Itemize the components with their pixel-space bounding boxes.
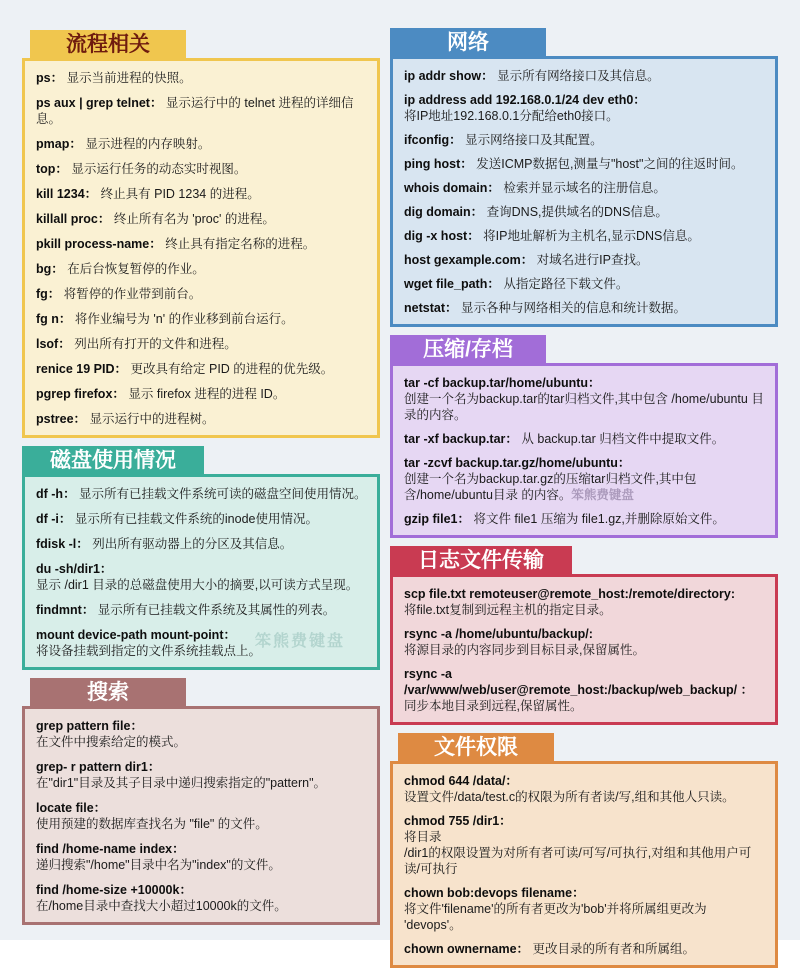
command-entry	[36, 411, 368, 427]
section-title-log-file-transfer: 日志文件传输	[390, 546, 572, 576]
command-text: rsync -a /var/www/web/user@remote_host:/backup/web_backup/ ：	[404, 667, 754, 697]
command-entry	[404, 228, 766, 244]
command-line: tar -xf backup.tar： 从 backup.tar 归档文件中提取文件。	[404, 432, 725, 446]
command-line	[36, 882, 368, 898]
section-title-disk-usage: 磁盘使用情况	[22, 446, 204, 476]
command-line: gzip file1： 将文件 file1 压缩为 file1.gz,并删除原始文件。	[404, 512, 725, 526]
command-text: bg：	[36, 262, 64, 276]
command-text: lsof：	[36, 337, 71, 351]
command-line: ifconfig： 显示网络接口及其配置。	[404, 133, 603, 147]
section-body-search	[22, 706, 380, 925]
command-line: host gexample.com： 对域名进行IP查找。	[404, 253, 649, 267]
command-text: fdisk -l：	[36, 537, 89, 551]
command-line	[36, 718, 368, 734]
command-line: dig domain： 查询DNS,提供域名的DNS信息。	[404, 205, 668, 219]
command-text: ping host：	[404, 157, 473, 171]
command-text: chmod 644 /data/：	[404, 774, 518, 788]
command-line: ps： 显示当前进程的快照。	[36, 71, 192, 85]
command-text: pmap：	[36, 137, 82, 151]
command-line: ps aux | grep telnet： 显示运行中的 telnet 进程的详细信息。	[36, 96, 354, 126]
command-line	[404, 666, 766, 698]
watermark-text: 笨熊费键盘	[571, 488, 634, 502]
command-text: rsync -a /home/ubuntu/backup/:	[404, 627, 593, 641]
right-column	[390, 0, 778, 976]
command-line	[404, 813, 766, 829]
command-description: 在/home目录中查找大小超过10000k的文件。	[36, 899, 287, 913]
command-line	[404, 455, 766, 471]
section-log-file-transfer	[390, 546, 778, 725]
command-text: ifconfig：	[404, 133, 462, 147]
command-line: renice 19 PID： 更改具有给定 PID 的进程的优先级。	[36, 362, 334, 376]
watermark-text: 笨熊费键盘	[254, 633, 345, 650]
command-entry	[404, 455, 766, 503]
command-text: du -sh/dir1：	[36, 562, 113, 576]
section-title-compression-archive: 压缩/存档	[390, 335, 546, 365]
section-body-file-permissions	[390, 761, 778, 968]
command-description: 在"dir1"目录及其子目录中递归搜索指定的"pattern"。	[36, 776, 327, 790]
command-entry	[404, 68, 766, 84]
command-entry	[36, 882, 368, 914]
section-title-process: 流程相关	[30, 30, 186, 60]
command-description: 将源目录的内容同步到目标目录,保留属性。	[404, 643, 645, 657]
section-body-log-file-transfer	[390, 574, 778, 725]
section-title-search: 搜索	[30, 678, 186, 708]
left-column	[22, 0, 380, 933]
command-line: wget file_path： 从指定路径下载文件。	[404, 277, 629, 291]
command-text: pkill process-name：	[36, 237, 162, 251]
command-description: 将IP地址192.168.0.1分配给eth0接口。	[404, 109, 619, 123]
command-text: netstat：	[404, 301, 458, 315]
section-body-network	[390, 56, 778, 327]
command-line: bg： 在后台恢复暂停的作业。	[36, 262, 205, 276]
command-entry	[36, 602, 368, 618]
command-line: df -h： 显示所有已挂载文件系统可读的磁盘空间使用情况。	[36, 487, 367, 501]
command-entry	[36, 161, 368, 177]
command-entry	[404, 511, 766, 527]
section-compression-archive	[390, 335, 778, 538]
command-line	[36, 841, 368, 857]
command-text: ip addr show：	[404, 69, 494, 83]
command-entry	[404, 252, 766, 268]
command-line: pkill process-name： 终止具有指定名称的进程。	[36, 237, 316, 251]
command-text: mount device-path mount-point：	[36, 628, 236, 642]
command-line: kill 1234： 终止具有 PID 1234 的进程。	[36, 187, 260, 201]
command-entry	[404, 941, 766, 957]
section-disk-usage	[22, 446, 380, 670]
command-entry	[404, 431, 766, 447]
command-entry	[36, 336, 368, 352]
command-entry	[36, 536, 368, 552]
command-entry	[404, 92, 766, 124]
command-line	[404, 626, 766, 642]
command-entry	[404, 666, 766, 714]
command-line	[36, 561, 368, 577]
command-line: dig -x host： 将IP地址解析为主机名,显示DNS信息。	[404, 229, 700, 243]
command-text: host gexample.com：	[404, 253, 534, 267]
command-line: pstree： 显示运行中的进程树。	[36, 412, 215, 426]
command-entry	[404, 180, 766, 196]
command-description: /dir1的权限设置为对所有者可读/可写/可执行,对组和其他用户可读/可执行	[404, 846, 752, 876]
command-text: df -i：	[36, 512, 72, 526]
section-body-process	[22, 58, 380, 438]
command-line	[404, 375, 766, 391]
command-description: 设置文件/data/test.c的权限为所有者读/写,组和其他人只读。	[404, 790, 735, 804]
command-text: whois domain：	[404, 181, 500, 195]
command-line: lsof： 列出所有打开的文件和进程。	[36, 337, 237, 351]
command-entry	[36, 211, 368, 227]
command-description: 递归搜索"/home"目录中名为"index"的文件。	[36, 858, 281, 872]
command-line: ip addr show： 显示所有网络接口及其信息。	[404, 69, 660, 83]
command-text: ps：	[36, 71, 64, 85]
command-description: 显示 /dir1 目录的总磁盘使用大小的摘要,以可读方式呈现。	[36, 578, 359, 592]
command-entry	[404, 885, 766, 933]
command-text: df -h：	[36, 487, 76, 501]
command-line: df -i： 显示所有已挂载文件系统的inode使用情况。	[36, 512, 318, 526]
command-entry	[36, 841, 368, 873]
section-search	[22, 678, 380, 925]
section-title-network: 网络	[390, 28, 546, 58]
command-entry	[36, 718, 368, 750]
command-text: top：	[36, 162, 68, 176]
command-line: fdisk -l： 列出所有驱动器上的分区及其信息。	[36, 537, 293, 551]
command-line: netstat： 显示各种与网络相关的信息和统计数据。	[404, 301, 686, 315]
command-entry	[404, 132, 766, 148]
command-text: grep pattern file：	[36, 719, 143, 733]
command-entry	[36, 286, 368, 302]
command-line: killall proc： 终止所有名为 'proc' 的进程。	[36, 212, 275, 226]
command-entry	[36, 800, 368, 832]
command-entry	[404, 773, 766, 805]
command-description: 将file.txt复制到远程主机的指定目录。	[404, 603, 612, 617]
command-entry	[36, 236, 368, 252]
command-line: whois domain： 检索并显示域名的注册信息。	[404, 181, 666, 195]
command-text: gzip file1：	[404, 512, 470, 526]
command-text: tar -zcvf backup.tar.gz/home/ubuntu：	[404, 456, 631, 470]
command-description: 使用预建的数据库查找名为 "file" 的文件。	[36, 817, 268, 831]
command-line: fg： 将暂停的作业带到前台。	[36, 287, 202, 301]
command-line: fg n： 将作业编号为 'n' 的作业移到前台运行。	[36, 312, 294, 326]
command-text: fg：	[36, 287, 61, 301]
section-network	[390, 28, 778, 327]
command-text: renice 19 PID：	[36, 362, 128, 376]
command-text: chmod 755 /dir1：	[404, 814, 512, 828]
command-entry	[36, 136, 368, 152]
command-entry	[36, 95, 368, 127]
command-entry	[404, 156, 766, 172]
command-text: kill 1234：	[36, 187, 98, 201]
command-description: 在文件中搜索给定的模式。	[36, 735, 187, 749]
command-description: 将文件'filename'的所有者更改为'bob'并将所属组更改为 'devops'。	[404, 902, 707, 932]
command-entry	[36, 511, 368, 527]
command-entry	[404, 813, 766, 877]
command-text: locate file：	[36, 801, 107, 815]
command-text: fg n：	[36, 312, 72, 326]
command-entry	[404, 626, 766, 658]
command-description: 创建一个名为backup.tar的tar归档文件,其中包含 /home/ubuntu 目录的内容。	[404, 392, 764, 422]
command-text: ps aux | grep telnet：	[36, 96, 163, 110]
command-text: chown bob:devops filename：	[404, 886, 585, 900]
section-body-disk-usage	[22, 474, 380, 670]
command-line	[404, 885, 766, 901]
command-line: findmnt： 显示所有已挂载文件系统及其属性的列表。	[36, 603, 336, 617]
command-text: find /home-name index：	[36, 842, 185, 856]
command-text: scp file.txt remoteuser@remote_host:/remote/directory:	[404, 587, 736, 601]
command-description: 创建一个名为backup.tar.gz的压缩tar归档文件,其中包含/home/ubuntu目录 的内容。笨熊费键盘	[404, 472, 697, 502]
command-text: dig -x host：	[404, 229, 480, 243]
command-text: ip address add 192.168.0.1/24 dev eth0：	[404, 93, 646, 107]
command-text: findmnt：	[36, 603, 95, 617]
command-entry	[404, 204, 766, 220]
command-line	[404, 773, 766, 789]
command-text: grep- r pattern dir1：	[36, 760, 161, 774]
command-entry	[36, 70, 368, 86]
command-line: pgrep firefox： 显示 firefox 进程的进程 ID。	[36, 387, 286, 401]
command-entry	[36, 561, 368, 593]
command-text: pstree：	[36, 412, 87, 426]
command-entry	[36, 486, 368, 502]
command-line	[404, 92, 766, 108]
command-entry	[36, 759, 368, 791]
command-line	[36, 627, 368, 643]
command-entry	[36, 627, 368, 659]
command-description: 将设备挂载到指定的文件系统挂载点上。	[36, 644, 262, 658]
command-entry	[36, 361, 368, 377]
section-title-file-permissions: 文件权限	[398, 733, 554, 763]
section-file-permissions	[390, 733, 778, 968]
command-entry	[36, 311, 368, 327]
command-entry	[404, 586, 766, 618]
command-entry	[404, 300, 766, 316]
section-process	[22, 30, 380, 438]
command-text: killall proc：	[36, 212, 111, 226]
command-entry	[404, 375, 766, 423]
command-entry	[404, 276, 766, 292]
command-text: wget file_path：	[404, 277, 500, 291]
command-line	[404, 586, 766, 602]
command-entry	[36, 261, 368, 277]
command-text: tar -xf backup.tar：	[404, 432, 518, 446]
command-entry	[36, 186, 368, 202]
section-body-compression-archive	[390, 363, 778, 538]
command-line: pmap： 显示进程的内存映射。	[36, 137, 211, 151]
command-line: top： 显示运行任务的动态实时视图。	[36, 162, 247, 176]
command-description: 将目录	[404, 830, 442, 844]
command-line: chown ownername： 更改目录的所有者和所属组。	[404, 942, 696, 956]
command-line: ping host： 发送ICMP数据包,测量与"host"之间的往返时间。	[404, 157, 744, 171]
command-text: find /home-size +10000k：	[36, 883, 192, 897]
command-text: tar -cf backup.tar/home/ubuntu：	[404, 376, 601, 390]
command-line	[36, 800, 368, 816]
command-line	[36, 759, 368, 775]
command-text: dig domain：	[404, 205, 484, 219]
command-text: pgrep firefox：	[36, 387, 125, 401]
command-text: chown ownername：	[404, 942, 530, 956]
command-description: 同步本地目录到远程,保留属性。	[404, 699, 583, 713]
command-entry	[36, 386, 368, 402]
